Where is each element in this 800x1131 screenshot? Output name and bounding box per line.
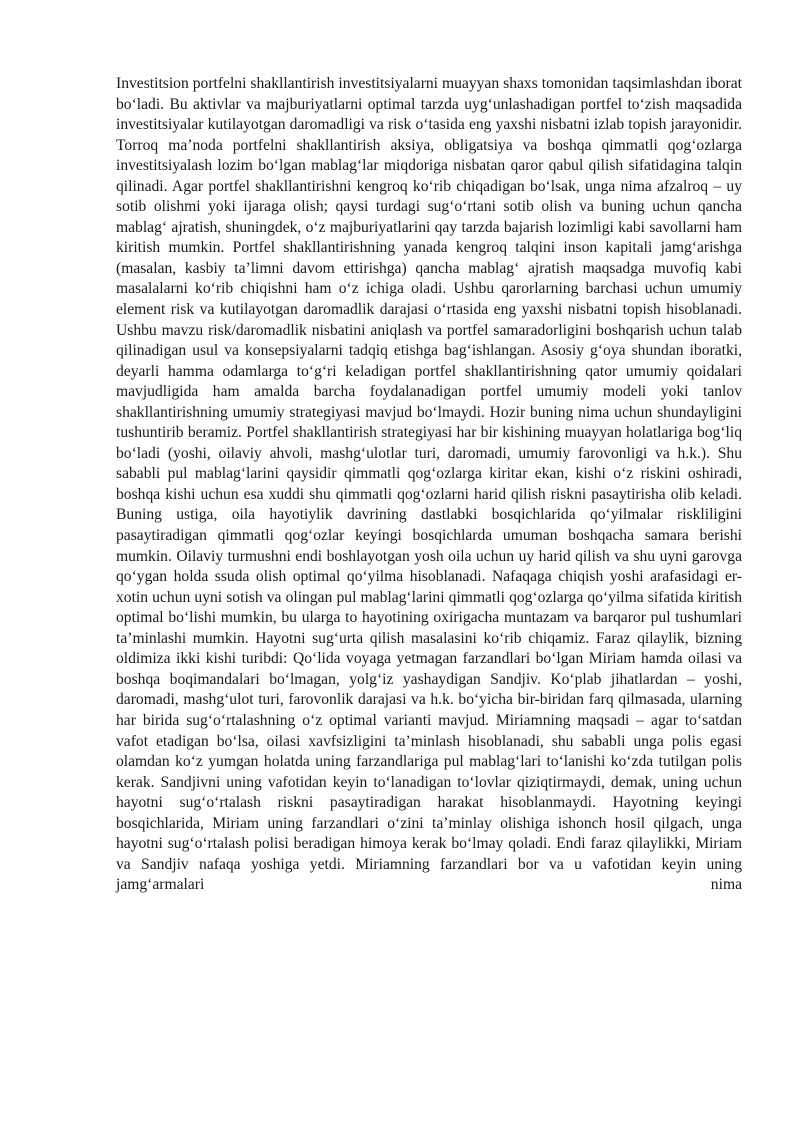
body-paragraph: Investitsion portfelni shakllantirish investitsiyalarni muayyan shaxs tomonidan taqsimlashdan iborat boʻladi. Bu aktivlar va majburiyatlarni optimal tarzda uygʻunlashadigan portfel toʻzish maqsadida investitsiyalar kutilayotgan daromadligi va risk oʻtasida eng yaxshi nisbatni izlab topish jarayonidir. Torroq maʼnoda portfelni shakllantirish aksiya, obligatsiya va boshqa qimmatli qogʻozlarga investitsiyalash lozim boʻlgan mablagʻlar miqdoriga nisbatan qaror qabul qilish sifatidagina talqin qilinadi. Agar portfel shakllantirishni kengroq koʻrib chiqadigan boʻlsak, unga nima afzalroq – uy sotib olishmi yoki ijaraga olish; qaysi turdagi sugʻoʻrtani sotib olish va buning uchun qancha mablagʻ ajratish, shuningdek, oʻz majburiyatlarini qay tarzda bajarish lozimligi kabi savollarni ham kiritish mumkin. Portfel shakllantirishning yanada kengroq talqini inson kapitali jamgʻarishga (masalan, kasbiy taʼlimni davom ettirishga) qancha mablagʻ ajratish maqsadga muvofiq kabi masalalarni koʻrib chiqishni ham oʻz ichiga oladi. Ushbu qarorlarning barchasi uchun umumiy element risk va kutilayotgan daromadlik darajasi oʻrtasida eng yaxshi nisbatni topish hisoblanadi. Ushbu mavzu risk/daromadlik nisbatini aniqlash va portfel samaradorligini boshqarish uchun talab qilinadigan usul va konsepsiyalarni tadqiq etishga bagʻishlangan. Asosiy gʻoya shundan iboratki, deyarli hamma odamlarga toʻgʻri keladigan portfel shakllantirishning qator umumiy qoidalari mavjudligida ham amalda barcha foydalanadigan portfel umumiy modeli yoki tanlov shakllantirishning umumiy strategiyasi mavjud boʻlmaydi. Hozir buning nima uchun shundayligini tushuntirib beramiz. Portfel shakllantirish strategiyasi har bir kishining muayyan holatlariga bogʻliq boʻladi (yoshi, oilaviy ahvoli, mashgʻulotlar turi, daromadi, umumiy farovonligi va h.k.). Shu sababli pul mablagʻlarini qaysidir qimmatli qogʻozlarga kiritar ekan, kishi oʻz riskini oshiradi, boshqa kishi uchun esa xuddi shu qimmatli qogʻozlarni harid qilish riskni pasaytirisha olib keladi. Buning ustiga, oila hayotiylik davrining dastlabki bosqichlarida qoʻyilmalar riskliligini pasaytiradigan qimmatli qogʻozlar keyingi bosqichlarda umuman boshqacha samara berishi mumkin. Oilaviy turmushni endi boshlayotgan yosh oila uchun uy harid qilish va shu uyni garovga qoʻygan holda ssuda olish optimal qoʻyilma hisoblanadi. Nafaqaga chiqish yoshi arafasidagi er-xotin uchun uyni sotish va olingan pul mablagʻlarini qimmatli qogʻozlarga qoʻyilma sifatida kiritish optimal boʻlishi mumkin, bu ularga to hayotining oxirigacha muntazam va barqaror pul tushumlari taʼminlashi mumkin. Hayotni sugʻurta qilish masalasini koʻrib chiqamiz. Faraz qilaylik, bizning oldimiza ikki kishi turibdi: Qoʻlida voyaga yetmagan farzandlari boʻlgan Miriam hamda oilasi va boshqa boqimandalari boʻlmagan, yolgʻiz yashaydigan Sandjiv. Koʻplab jihatlardan – yoshi, daromadi, mashgʻulot turi, farovonlik darajasi va h.k. boʻyicha bir-biridan farq qilmasada, ularning har birida sugʻoʻrtalashning oʻz optimal varianti mavjud. Miriamning maqsadi – agar toʻsatdan vafot etadigan boʻlsa, oilasi xavfsizligini taʼminlash hisoblanadi, shu sababli unga polis egasi olamdan koʻz yumgan holatda uning farzandlariga pul mablagʻlari toʻlanishi koʻzda tutilgan polis kerak. Sandjivni uning vafotidan keyin toʻlanadigan toʻlovlar qiziqtirmaydi, demak, uning uchun hayotni sugʻoʻrtalash riskni pasaytiradigan harakat hisoblanmaydi. Hayotning keyingi bosqichlarida, Miriam uning farzandlari oʻzini taʼminlay olishiga ishonch hosil qilgach, unga hayotni sugʻoʻrtalash polisi beradigan himoya kerak boʻlmay qoladi. Endi faraz qilaylikki, Miriam va Sandjiv nafaqa yoshiga yetdi. Miriamning farzandlari bor va u vafotidan keyin uning jamgʻarmalari nima — [116, 75, 742, 894]
document-page — [116, 74, 742, 896]
